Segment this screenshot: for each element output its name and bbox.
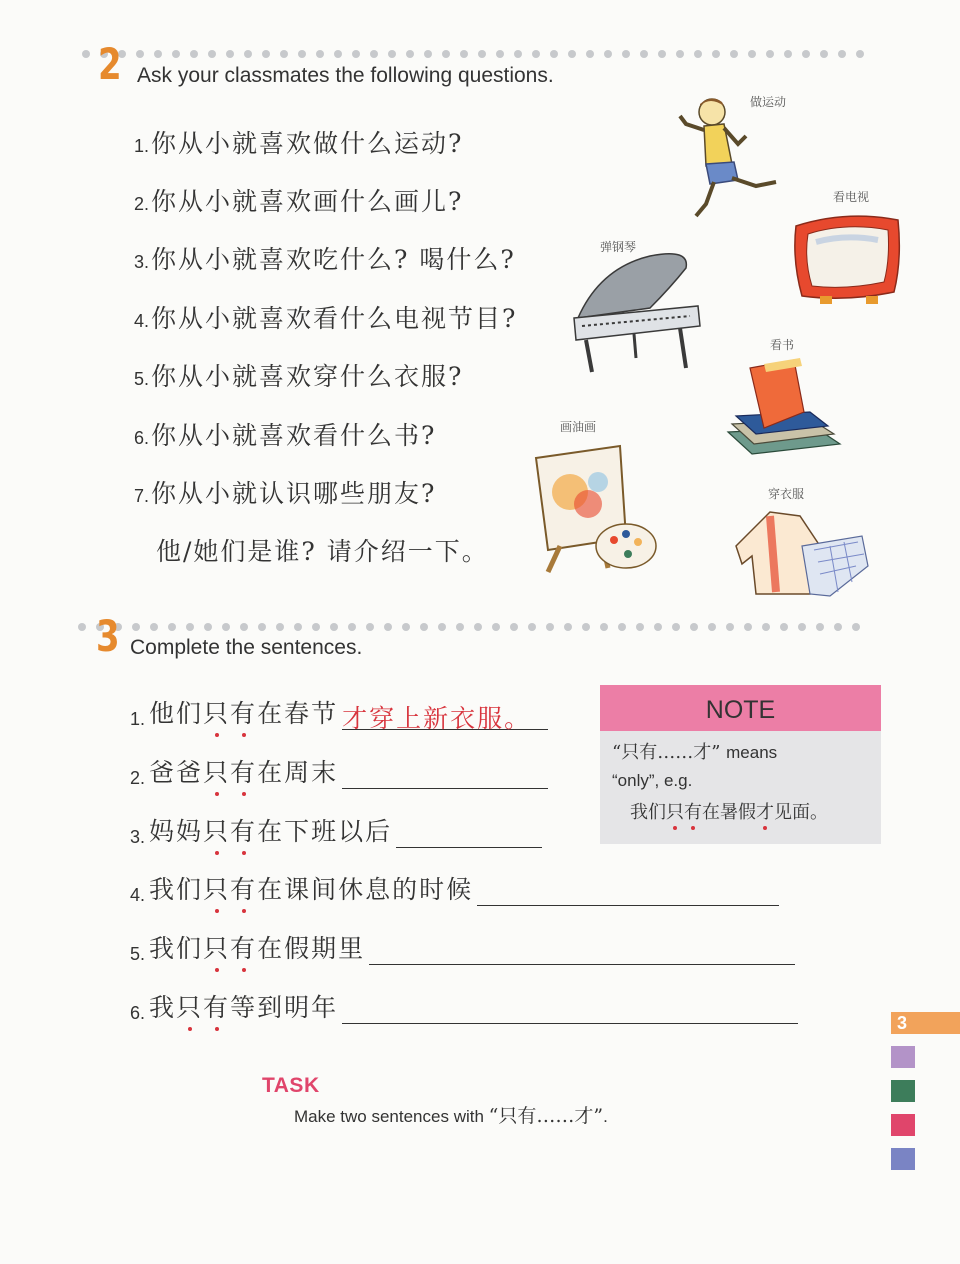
answer-line-2[interactable]: [342, 758, 548, 789]
label-book: 看书: [770, 338, 795, 352]
chapter-tab-purple[interactable]: [891, 1046, 915, 1068]
sentence-3: 3. 妈妈 只 有 在下班以后: [130, 812, 542, 848]
note-box: [600, 685, 881, 844]
answer-line-3[interactable]: [396, 817, 542, 848]
question-2: 2.你从小就喜欢画什么画儿?: [134, 187, 464, 216]
easel-illustration: [530, 442, 665, 577]
chapter-tab-3[interactable]: [891, 1012, 960, 1034]
label-painting: 画油画: [560, 420, 597, 434]
sentence-5: 5. 我们 只 有 在假期里: [130, 929, 795, 965]
clothes-illustration: [730, 506, 870, 601]
chapter-tab-number: 3: [897, 1013, 908, 1033]
question-1: 1.你从小就喜欢做什么运动?: [134, 129, 464, 158]
note-means: means: [726, 743, 778, 762]
chapter-tab-blue[interactable]: [891, 1148, 915, 1170]
sentence-6: 6. 我 只 有 等到明年: [130, 988, 798, 1024]
task-instruction: Make two sentences with “只有……才”.: [294, 1105, 608, 1127]
chapter-tab-green[interactable]: [891, 1080, 915, 1102]
section-divider-2: [82, 50, 874, 58]
note-example: 我们只有在暑假才见面。: [630, 802, 828, 823]
note-only: “only”, e.g.: [612, 771, 693, 790]
question-3: 3.你从小就喜欢吃什么? 喝什么?: [134, 245, 516, 274]
task-label: TASK: [262, 1074, 320, 1097]
section-title-3: Complete the sentences.: [130, 636, 363, 659]
chapter-tab-pink[interactable]: [891, 1114, 915, 1136]
question-4: 4.你从小就喜欢看什么电视节目?: [134, 304, 518, 333]
question-5: 5.你从小就喜欢穿什么衣服?: [134, 362, 464, 391]
question-6: 6.你从小就喜欢看什么书?: [134, 421, 437, 450]
label-sport: 做运动: [750, 95, 787, 109]
question-7-followup: 他/她们是谁? 请介绍一下。: [156, 537, 489, 566]
answer-line-6[interactable]: [342, 993, 798, 1024]
section-title-2: Ask your classmates the following questions.: [137, 64, 554, 87]
note-pattern: “只有……才”: [612, 742, 721, 763]
answer-line-1[interactable]: [342, 699, 548, 733]
running-person-illustration: [676, 94, 786, 224]
answer-line-4[interactable]: [477, 875, 779, 906]
sentence-4: 4. 我们 只 有 在课间休息的时候: [130, 870, 779, 906]
answer-text-1: 才穿上新衣服。: [342, 704, 532, 733]
section-number-2: 2: [98, 40, 122, 90]
label-piano: 弹钢琴: [600, 240, 637, 254]
note-heading: NOTE: [600, 685, 881, 731]
tv-illustration: [790, 210, 905, 310]
answer-line-5[interactable]: [369, 934, 795, 965]
label-clothes: 穿衣服: [768, 487, 805, 501]
note-body: [600, 731, 881, 827]
label-tv: 看电视: [833, 190, 870, 204]
section-number-3: 3: [96, 612, 120, 662]
books-illustration: [724, 358, 844, 463]
question-7: 7.你从小就认识哪些朋友?: [134, 479, 437, 508]
section-divider-3: [78, 623, 870, 631]
sentence-1: 1. 他们 只 有 在春节 才穿上新衣服。: [130, 694, 548, 730]
sentence-2: 2. 爸爸 只 有 在周末: [130, 753, 548, 789]
piano-illustration: [570, 248, 705, 378]
